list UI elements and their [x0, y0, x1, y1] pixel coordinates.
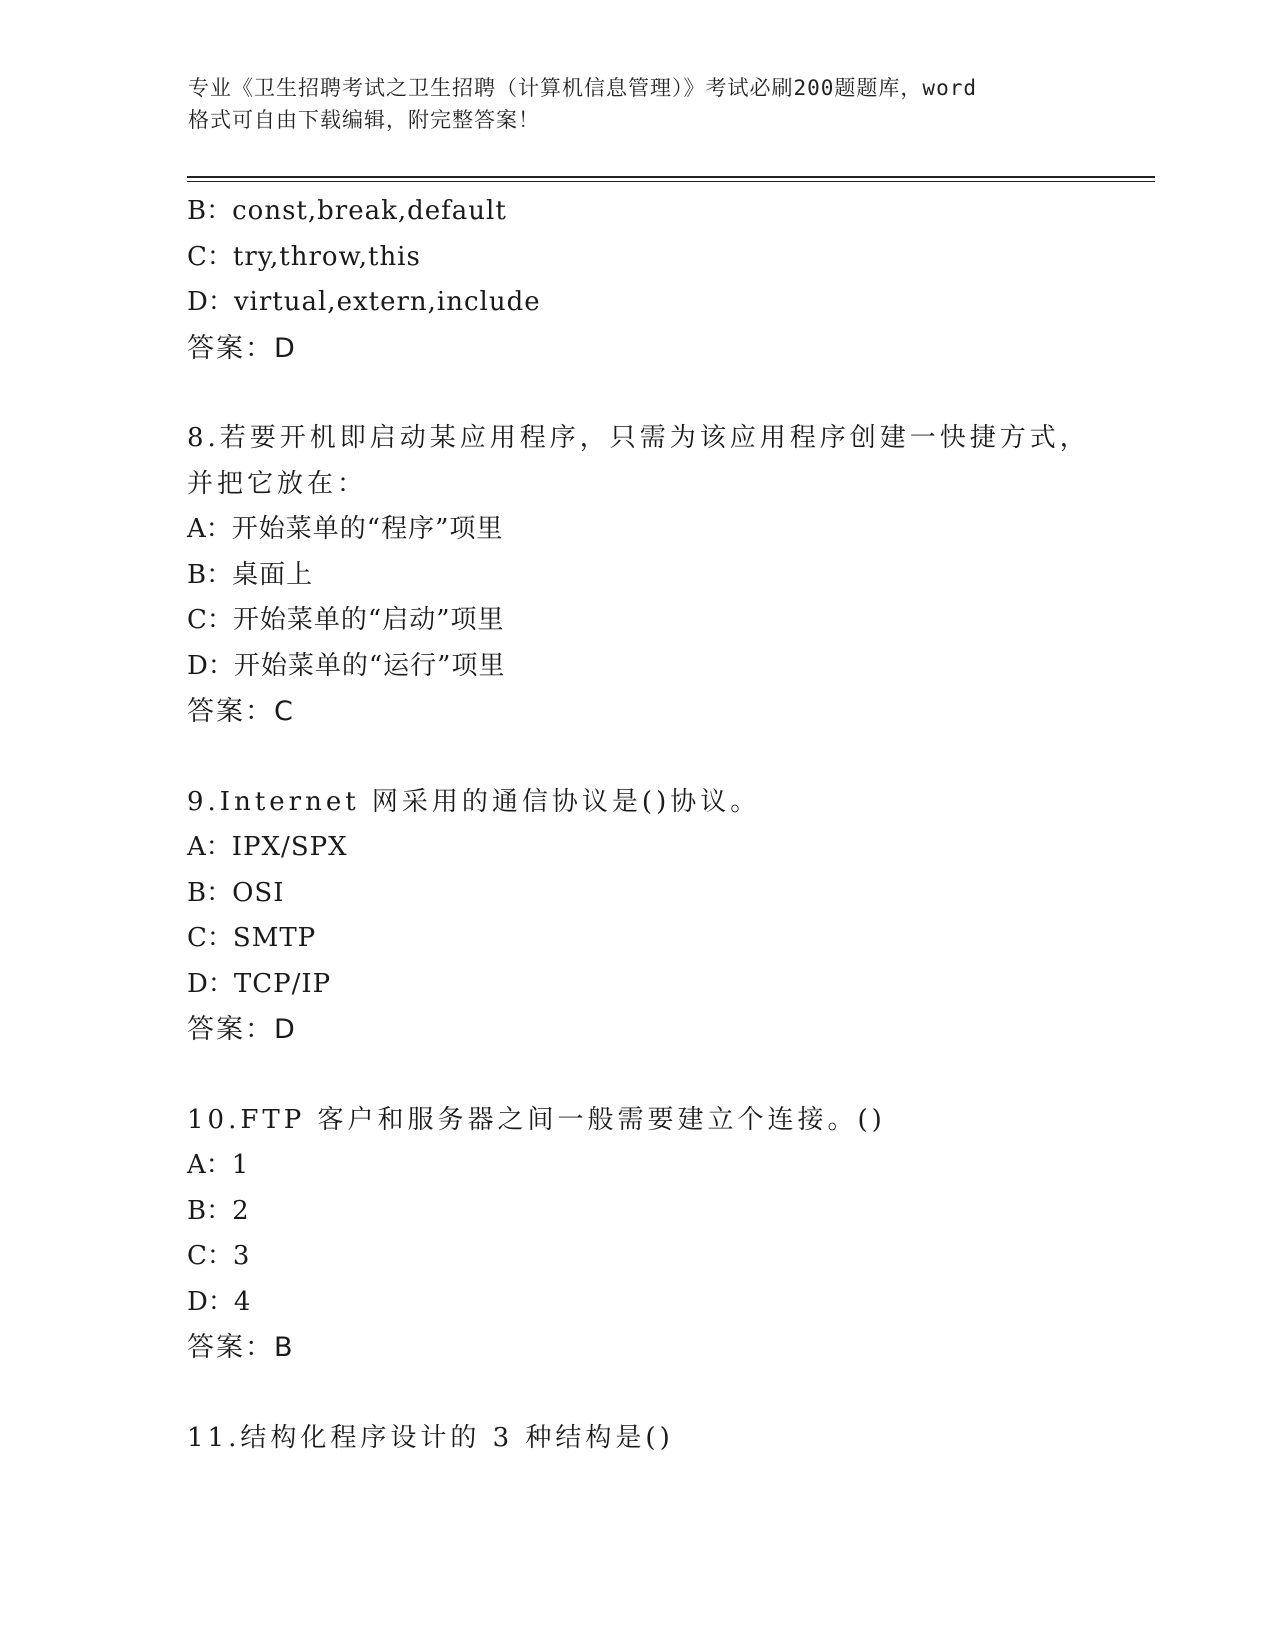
option-b	[187, 553, 1147, 599]
document-header	[188, 72, 1088, 136]
option-text: const,break,default	[232, 196, 507, 226]
answer-line: 答案：D	[187, 332, 297, 364]
option-label: B：	[187, 196, 233, 226]
option-text: 开始菜单的“启动”项里	[232, 605, 505, 635]
option-d	[187, 644, 1147, 690]
option-a	[187, 1143, 1147, 1189]
spacer	[187, 1053, 1147, 1098]
option-label: B：	[187, 877, 233, 908]
option-text: 3	[232, 1241, 251, 1271]
option-text: 1	[231, 1150, 250, 1180]
option-label: D：	[187, 1286, 234, 1317]
header-divider-thick	[187, 176, 1155, 178]
option-d	[187, 280, 1147, 326]
option-label: C：	[187, 1241, 233, 1271]
option-c	[187, 235, 1147, 281]
option-label: A：	[187, 832, 232, 862]
option-b	[187, 189, 1147, 235]
question-block-8	[187, 416, 1147, 735]
question-text: 9.Internet 网采用的通信协议是()协议。	[187, 786, 761, 817]
option-label: C：	[187, 241, 233, 272]
question-list	[187, 189, 1147, 1461]
header-title-line-2: 格式可自由下载编辑，附完整答案！	[188, 108, 540, 132]
option-text: 开始菜单的“运行”项里	[233, 650, 506, 681]
header-divider-thin	[187, 181, 1155, 182]
option-text: TCP/IP	[233, 968, 332, 999]
option-text: IPX/SPX	[231, 832, 348, 862]
question-block-10	[187, 1098, 1147, 1371]
answer-line: 答案：C	[187, 696, 295, 727]
question-block-11	[187, 1416, 1147, 1462]
option-text: try,throw,this	[232, 241, 421, 272]
option-text: SMTP	[232, 923, 317, 953]
question-block-7	[187, 189, 1147, 371]
option-label: B：	[187, 559, 233, 590]
option-a	[187, 507, 1147, 553]
option-c	[187, 1234, 1147, 1280]
question-text: 11.结构化程序设计的 3 种结构是()	[187, 1422, 674, 1453]
option-label: D：	[187, 287, 234, 317]
spacer	[187, 371, 1147, 416]
option-text: OSI	[232, 877, 285, 908]
option-text: 开始菜单的“程序”项里	[231, 514, 504, 544]
question-text: 10.FTP 客户和服务器之间一般需要建立个连接。()	[187, 1104, 886, 1135]
option-d	[187, 1280, 1147, 1326]
option-label: A：	[187, 1150, 232, 1180]
option-text: virtual,extern,include	[233, 287, 541, 317]
option-text: 4	[233, 1286, 252, 1317]
option-d	[187, 962, 1147, 1008]
answer-line: 答案：D	[187, 1014, 297, 1045]
option-text: 2	[232, 1195, 250, 1226]
option-b	[187, 871, 1147, 917]
option-c	[187, 916, 1147, 962]
question-block-9	[187, 780, 1147, 1053]
option-label: D：	[187, 968, 234, 999]
option-label: C：	[187, 923, 233, 953]
spacer	[187, 1371, 1147, 1416]
question-text-continued: 并把它放在：	[187, 468, 368, 499]
option-label: D：	[187, 650, 234, 681]
question-text: 8.若要开机即启动某应用程序，只需为该应用程序创建一快捷方式，	[187, 423, 1090, 453]
answer-line: 答案：B	[187, 1332, 295, 1363]
header-title-line-1: 专业《卫生招聘考试之卫生招聘（计算机信息管理）》考试必刷200题题库，word	[188, 76, 977, 100]
option-label: C：	[187, 605, 233, 635]
option-text: 桌面上	[232, 559, 314, 590]
option-label: A：	[187, 514, 232, 544]
option-a	[187, 825, 1147, 871]
spacer	[187, 735, 1147, 780]
option-b	[187, 1189, 1147, 1235]
option-label: B：	[187, 1195, 233, 1226]
option-c	[187, 598, 1147, 644]
